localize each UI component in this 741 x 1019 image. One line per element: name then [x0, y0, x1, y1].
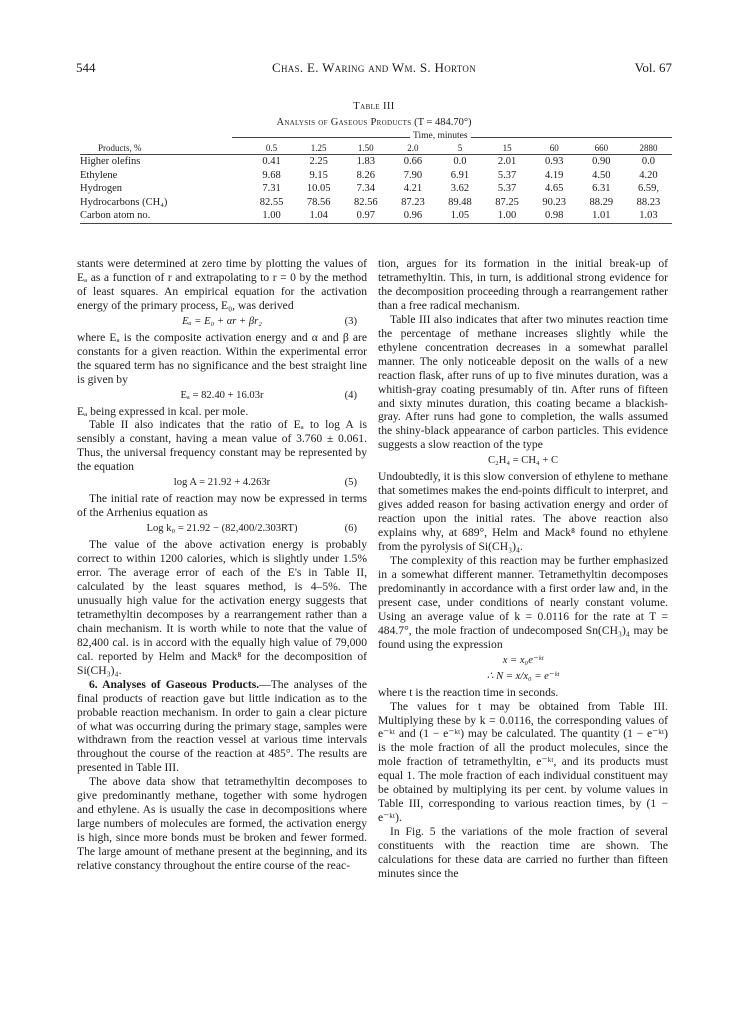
- table-cell: 10.05: [306, 183, 331, 195]
- paragraph: Undoubtedly, it is this slow conversion of ethylene to methane that sometimes makes the end-points difficult to interpret, and gives added reason for basing activation energy and order of reaction upon the initial rates. The above reaction also explains why, at 689°, Helm and Mack⁸ found no ethylene from the pyrolysis of Si(CH₃)₄.: [378, 470, 668, 554]
- table-cell: 0.0: [641, 156, 655, 168]
- table-cell: 0.41: [262, 156, 281, 168]
- equation-7: C₂H₄ = CH₄ + C: [487, 455, 559, 467]
- table-cell: 5.37: [497, 169, 517, 181]
- table-cell: 2.25: [309, 156, 328, 168]
- table-cell: 1.05: [436, 209, 483, 223]
- paragraph: where t is the reaction time in seconds.: [378, 685, 559, 699]
- equation-number: (6): [344, 523, 357, 535]
- table-cell: 7.31: [262, 183, 281, 195]
- paragraph: The above data show that tetramethyltin decomposes to give predominantly methane, together with some hydrogen and ethylene. As is usually the case in decompositions where large numbers of molecules are formed, the activation energy is high, since more bonds must be broken and fewer formed. The large amount of methane present at the beginning, and its relative constancy throughout the entire course of the reac-: [77, 775, 367, 873]
- row-label: Hydrocarbons (CH₄): [80, 196, 168, 208]
- running-head: Chas. E. Waring and Wm. S. Horton: [272, 60, 476, 75]
- table-cell: 4.21: [403, 183, 423, 195]
- table-cell: 88.23: [636, 196, 661, 208]
- table-caption-condition: (T = 484.70°): [414, 117, 472, 128]
- row-label: Higher olefins: [80, 156, 141, 168]
- table-row: [80, 182, 672, 196]
- products-column-header: Products, %: [80, 141, 248, 155]
- table-caption: [76, 117, 672, 128]
- table-cell: 8.26: [356, 169, 375, 181]
- table-row: [80, 209, 672, 223]
- volume-label: Vol. 67: [634, 60, 672, 75]
- equation-number: (4): [344, 389, 357, 401]
- table-cell: 9.68: [262, 169, 281, 181]
- table-row: [80, 196, 672, 210]
- table-cell: 88.29: [589, 196, 614, 208]
- table-cell: 87.23: [401, 196, 425, 208]
- time-header: 0.5: [248, 141, 295, 155]
- table-cell: 4.50: [592, 169, 611, 181]
- section-heading: 6. Analyses of Gaseous Products.: [89, 677, 260, 691]
- table-cell: 1.01: [578, 209, 625, 223]
- time-header: 1.50: [342, 141, 389, 155]
- page-header: [76, 60, 672, 80]
- section-paragraph: [77, 678, 367, 776]
- row-label: Ethylene: [80, 169, 118, 181]
- table-cell: 87.25: [495, 196, 519, 208]
- table-cell: 7.34: [356, 183, 375, 195]
- paragraph: The value of the above activation energy is probably correct to within 1200 calories, which is slightly under 1.5% error. The average error of each of the E's in Table II, calculated by the least squares method, is 4–5%. The unusually high value for the activation energy suggests that tetramethyltin decomposes by a rearrangement rather than a chain mechanism. It is worth while to note that the value of 82,400 cal. is in accord with the equally high value of 79,000 cal. reported by Helm and Mack⁸ for the decomposition of Si(CH₃)₄.: [77, 538, 367, 677]
- paragraph: Table III also indicates that after two minutes reaction time the percentage of methane increases slightly while the ethylene concentration decreases in a somewhat parallel manner. The only noticeable deposit on the walls of a new reaction flask, after runs of up to five minutes duration, was a whitish-gray coating presumably of tin. After runs of fifteen and sixty minutes duration, this coating became a blackish-gray. After runs had gone to completion, the walls assumed the shiny-black appearance of carbon particles. This evidence suggests a slow reaction of the type: [378, 312, 668, 452]
- time-header: 2880: [625, 141, 672, 155]
- table-cell: 2.01: [497, 156, 517, 168]
- paragraph: The values for t may be obtained from Table III. Multiplying these by k = 0.0116, the corresponding values of e⁻ᵏᵗ and (1 − e⁻ᵏᵗ) may be calculated. The quantity (1 − e⁻ᵏᵗ) is the mole fraction of all the product molecules, since the mole fraction of tetramethyltin, e⁻ᵏᵗ, and its products must equal 1. The mole fraction of each individual constituent may be obtained by multiplying its per cent. by volume values in Table III, corresponding to various reaction times, by (1 − e⁻ᵏᵗ).: [378, 699, 668, 825]
- table-row: [80, 169, 672, 183]
- table-caption-prefix: Analysis of Gaseous Products: [276, 117, 412, 128]
- time-header: 660: [578, 141, 625, 155]
- table-cell: 0.0: [453, 156, 467, 168]
- table-cell: 82.55: [259, 196, 284, 208]
- time-header: 60: [531, 141, 578, 155]
- paragraph: stants were determined at zero time by plotting the values of Eₐ as a function of r and extrapolating to r = 0 by the method of least squares. An empirical equation for the activation energy of the primary process, E₀, was derived: [77, 257, 367, 312]
- table-cell: 5.37: [497, 183, 517, 195]
- gaseous-products-table: [80, 141, 672, 224]
- equation-number: (5): [344, 477, 357, 489]
- table-cell: 9.15: [309, 169, 328, 181]
- table-cell: 0.66: [403, 156, 423, 168]
- time-header: 2.0: [389, 141, 436, 155]
- equation-8b: ∴ N = x/x₀ = e⁻ᵏᵗ: [486, 670, 560, 682]
- table-cell: 90.23: [542, 196, 567, 208]
- table-cell: 1.04: [295, 209, 342, 223]
- table-row: [80, 155, 672, 169]
- table-cell: 89.48: [448, 196, 472, 208]
- table-cell: 78.56: [306, 196, 331, 208]
- table-cell: 0.98: [531, 209, 578, 223]
- time-header: 15: [484, 141, 531, 155]
- table-cell: 7.90: [403, 169, 423, 181]
- equation-number: (3): [344, 315, 357, 327]
- paragraph: Table II also indicates that the ratio of Eₐ to log A is sensibly a constant, having a mean value of 3.760 ± 0.061. Thus, the universal frequency constant may be represented by the equation: [77, 418, 367, 474]
- equation-text: log A = 21.92 + 4.263r: [173, 477, 271, 489]
- table-cell: 6.59,: [637, 183, 659, 195]
- table-cell: 1.03: [625, 209, 672, 223]
- time-header: 5: [436, 141, 483, 155]
- table-cell: 0.97: [342, 209, 389, 223]
- paragraph: tion, argues for its formation in the initial break-up of tetramethyltin. This, in turn, is additional strong evidence for the decomposition proceeding through a rearrangement rather than a free radical mechanism.: [378, 257, 668, 312]
- table-cell: 4.65: [545, 183, 564, 195]
- equation-3: [77, 315, 367, 329]
- table-cell: 4.19: [545, 169, 564, 181]
- table-cell: 0.90: [592, 156, 611, 168]
- row-label: Hydrogen: [80, 183, 122, 195]
- table-header-row: [80, 141, 672, 155]
- equation-5: [77, 476, 367, 490]
- row-label: Carbon atom no.: [80, 209, 248, 223]
- table-cell: 6.31: [592, 183, 611, 195]
- paragraph: The initial rate of reaction may now be expressed in terms of the Arrhenius equation as: [77, 492, 367, 520]
- time-header: 1.25: [295, 141, 342, 155]
- table-cell: 6.91: [450, 169, 470, 181]
- table-cell: 3.62: [450, 183, 470, 195]
- paragraph: The complexity of this reaction may be further emphasized in a somewhat different manner. Tetramethyltin decomposes predominantly in accordance with a first order law and, in the present case, under conditions of nearly constant volume. Using an average value of k = 0.0116 for the rate at T = 484.7°, the mole fraction of undecomposed Sn(CH₃)₄ may be found using the expression: [378, 554, 668, 651]
- equation-text: Eₐ = 82.40 + 16.03r: [180, 389, 264, 401]
- table-cell: 1.00: [248, 209, 295, 223]
- table-cell: 4.20: [639, 169, 658, 181]
- paragraph: where Eₐ is the composite activation energy and α and β are constants for a given reaction. Within the experimental error the squared term has no significance and the best straight line is given by: [77, 330, 367, 386]
- equation-8a: x = x₀e⁻ᵏᵗ: [502, 654, 544, 666]
- table-cell: 0.96: [389, 209, 436, 223]
- left-column: [77, 257, 367, 873]
- equation-text: Log k₀ = 21.92 − (82,400/2.303RT): [146, 523, 298, 535]
- table-cell: 1.00: [484, 209, 531, 223]
- time-spanner-label: Time, minutes: [410, 131, 471, 142]
- page-number: 544: [76, 60, 96, 75]
- section-text: —The analyses of the final products of reaction gave but little indication as to the probable reaction mechanism. In order to gain a clear picture of what was occurring during the primary stage, samples were withdrawn from the reaction vessel at various time intervals throughout the course of the reaction at 485°. The results are presented in Table III.: [77, 677, 367, 775]
- equation-6: [77, 522, 367, 536]
- paragraph: In Fig. 5 the variations of the mole fraction of several constituents with the reaction time are shown. The calculations for these data are carried no further than fifteen minutes since the: [378, 825, 668, 880]
- table-cell: 0.93: [545, 156, 564, 168]
- table-cell: 1.83: [356, 156, 375, 168]
- equation-text: Eₐ = E₀ + αr + βr₂: [182, 315, 262, 327]
- table-title: Table III: [353, 101, 395, 112]
- table-cell: 82.56: [353, 196, 378, 208]
- equation-4: [77, 389, 367, 403]
- right-column: [378, 257, 668, 881]
- paragraph: Eₐ being expressed in kcal. per mole.: [77, 404, 249, 418]
